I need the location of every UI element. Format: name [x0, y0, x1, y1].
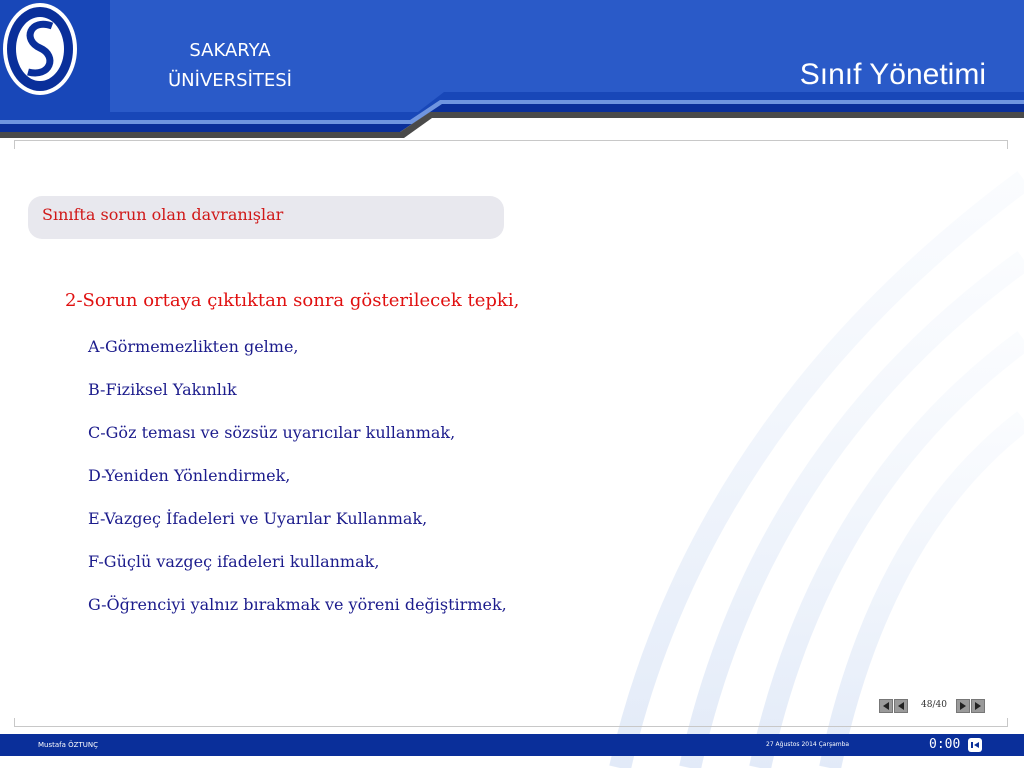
page-indicator: 48/40: [921, 700, 947, 710]
list-item: B-Fiziksel Yakınlık: [88, 380, 237, 399]
university-name: [150, 36, 310, 96]
slide-title: Sınıf Yönetimi: [799, 58, 986, 91]
presentation-date: 27 Ağustos 2014 Çarşamba: [766, 741, 850, 748]
response-list: [88, 337, 507, 638]
last-slide-button[interactable]: [971, 699, 985, 713]
section-title-box: [28, 196, 504, 239]
nav-back-group: [879, 699, 908, 713]
rewind-icon: [970, 740, 980, 750]
university-name-line2: ÜNİVERSİTESİ: [168, 70, 292, 91]
previous-slide-button[interactable]: [894, 699, 908, 713]
content-heading: 2-Sorun ortaya çıktıktan sonra gösterilecek tepki,: [65, 290, 520, 311]
author-name: Mustafa ÖZTUNÇ: [38, 741, 98, 749]
list-item: D-Yeniden Yönlendirmek,: [88, 466, 291, 485]
list-item: A-Görmemezlikten gelme,: [88, 337, 299, 356]
next-slide-button[interactable]: [956, 699, 970, 713]
first-slide-icon: [881, 701, 891, 711]
nav-forward-group: [956, 699, 985, 713]
list-item: C-Göz teması ve sözsüz uyarıcılar kullanmak,: [88, 423, 456, 442]
rewind-button[interactable]: [968, 738, 982, 752]
previous-slide-icon: [896, 701, 906, 711]
slide-timer: 0:00: [929, 737, 961, 752]
slide-header: [0, 0, 1024, 140]
university-logo: [0, 0, 80, 98]
last-slide-icon: [973, 701, 983, 711]
list-item: G-Öğrenciyi yalnız bırakmak ve yöreni değiştirmek,: [88, 595, 507, 614]
first-slide-button[interactable]: [879, 699, 893, 713]
next-slide-icon: [958, 701, 968, 711]
slide-footer: [0, 734, 1024, 756]
list-item: E-Vazgeç İfadeleri ve Uyarılar Kullanmak,: [88, 509, 428, 528]
list-item: F-Güçlü vazgeç ifadeleri kullanmak,: [88, 552, 380, 571]
section-title: Sınıfta sorun olan davranışlar: [42, 205, 284, 224]
university-name-line1: SAKARYA: [189, 40, 271, 61]
